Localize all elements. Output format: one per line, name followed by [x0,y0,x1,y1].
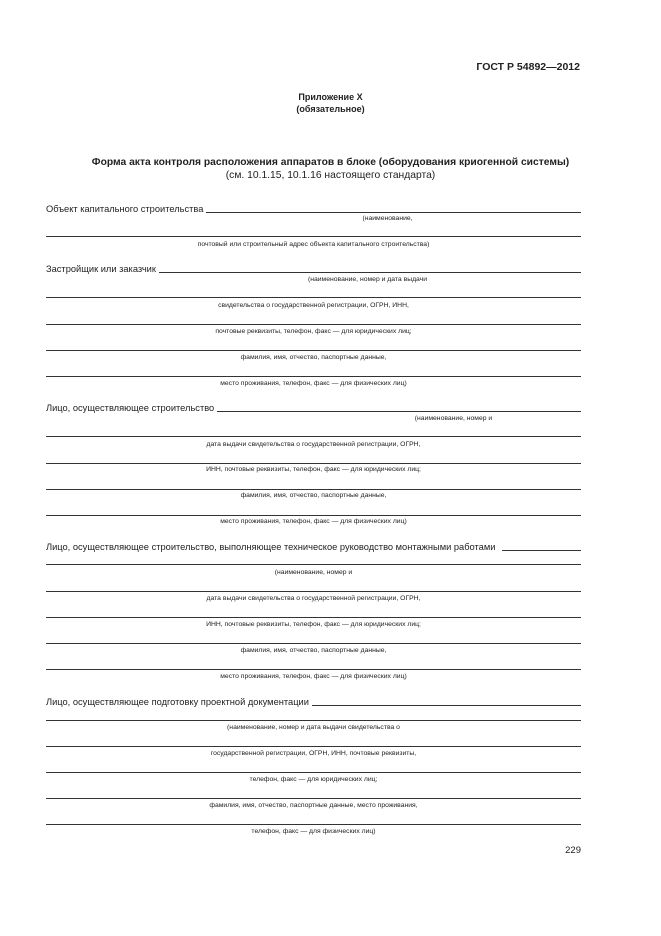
designer-label: Лицо, осуществляющее подготовку проектной документации [46,697,309,707]
blank-line [46,341,581,351]
supervisor-line-2 [46,553,581,567]
builder-line-4 [46,478,581,492]
blank-line [46,288,581,298]
form-subtitle: (см. 10.1.15, 10.1.16 настоящего стандарта) [225,170,436,181]
supervisor-line-3 [46,580,581,594]
blank-line [46,789,581,799]
object-field [46,201,581,215]
developer-line-5 [46,365,581,379]
supervisor-hint-5: место проживания, телефон, факс — для физических лиц) [220,673,407,680]
supervisor-hint-1: (наименование, номер и [274,569,353,576]
developer-line-3 [46,313,581,327]
designer-hint-5: телефон, факс — для физических лиц) [251,828,376,835]
developer-hint-5: место проживания, телефон, факс — для физических лиц) [220,380,407,387]
object-label: Объект капитального строительства [46,204,204,214]
designer-hint-2: государственной регистрации, ОГРН, ИНН, почтовые реквизиты, [210,750,417,757]
object-line [206,203,581,213]
blank-line [46,815,581,825]
designer-hint-4: фамилия, имя, отчество, паспортные данные, место проживания, [209,802,418,809]
builder-hint-5: место проживания, телефон, факс — для физических лиц) [220,518,407,525]
designer-line-5 [46,787,581,801]
blank-line [46,555,581,565]
blank-line [46,660,581,670]
blank-line [46,480,581,490]
blank-line [46,315,581,325]
designer-line [312,696,581,706]
builder-hint-4: фамилия, имя, отчество, паспортные данные, [240,492,387,499]
object-hint-2: почтовый или строительный адрес объекта капитального строительства) [197,241,430,248]
designer-line-2 [46,709,581,723]
blank-line [46,454,581,464]
object-hint-1: (наименование, [362,215,413,222]
designer-hint-3: телефон, факс — для юридических лиц; [249,776,378,783]
builder-hint-1: (наименование, номер и [414,415,493,422]
developer-hint-3: почтовые реквизиты, телефон, факс — для юридических лиц; [215,328,412,335]
builder-line-2 [46,425,581,439]
appendix-title: Приложение X [298,92,363,102]
blank-line [46,711,581,721]
blank-line [46,737,581,747]
supervisor-line-6 [46,658,581,672]
developer-line-2 [46,286,581,300]
supervisor-line [502,541,581,551]
object-line-2 [46,225,581,239]
form-title: Форма акта контроля расположения аппаратов в блоке (оборудования криогенной системы) [91,157,570,168]
blank-line [46,506,581,516]
supervisor-line-4 [46,606,581,620]
builder-hint-2: дата выдачи свидетельства о государственной регистрации, ОГРН, [206,441,421,448]
appendix-status: (обязательное) [296,104,365,114]
blank-line [46,427,581,437]
designer-line-3 [46,735,581,749]
designer-line-4 [46,761,581,775]
builder-hint-3: ИНН, почтовые реквизиты, телефон, факс — для юридических лиц; [206,466,421,473]
supervisor-line-5 [46,632,581,646]
standard-number: ГОСТ Р 54892—2012 [476,61,580,73]
builder-label: Лицо, осуществляющее строительство [46,403,215,413]
designer-line-6 [46,813,581,827]
builder-field [46,400,581,414]
designer-hint-1: (наименование, номер и дата выдачи свидетельства о [227,724,400,731]
developer-field [46,261,581,275]
developer-hint-4: фамилия, имя, отчество, паспортные данные, [240,354,387,361]
blank-line [46,227,581,237]
blank-line [46,608,581,618]
developer-hint-2: свидетельства о государственной регистрации, ОГРН, ИНН, [218,302,409,309]
developer-line [159,263,581,273]
blank-line [46,582,581,592]
blank-line [46,763,581,773]
supervisor-hint-2: дата выдачи свидетельства о государственной регистрации, ОГРН, [206,595,421,602]
builder-line [217,402,581,412]
supervisor-field [46,539,581,553]
supervisor-label: Лицо, осуществляющее строительство, выполняющее техническое руководство монтажными работами [46,542,496,552]
page-number: 229 [565,845,581,856]
supervisor-hint-4: фамилия, имя, отчество, паспортные данные, [240,647,387,654]
builder-line-5 [46,504,581,518]
supervisor-hint-3: ИНН, почтовые реквизиты, телефон, факс — для юридических лиц; [206,621,421,628]
developer-hint-1: (наименование, номер и дата выдачи [307,276,428,283]
designer-field [46,694,581,708]
developer-line-4 [46,339,581,353]
blank-line [46,367,581,377]
developer-label: Застройщик или заказчик [46,264,156,274]
builder-line-3 [46,452,581,466]
blank-line [46,634,581,644]
